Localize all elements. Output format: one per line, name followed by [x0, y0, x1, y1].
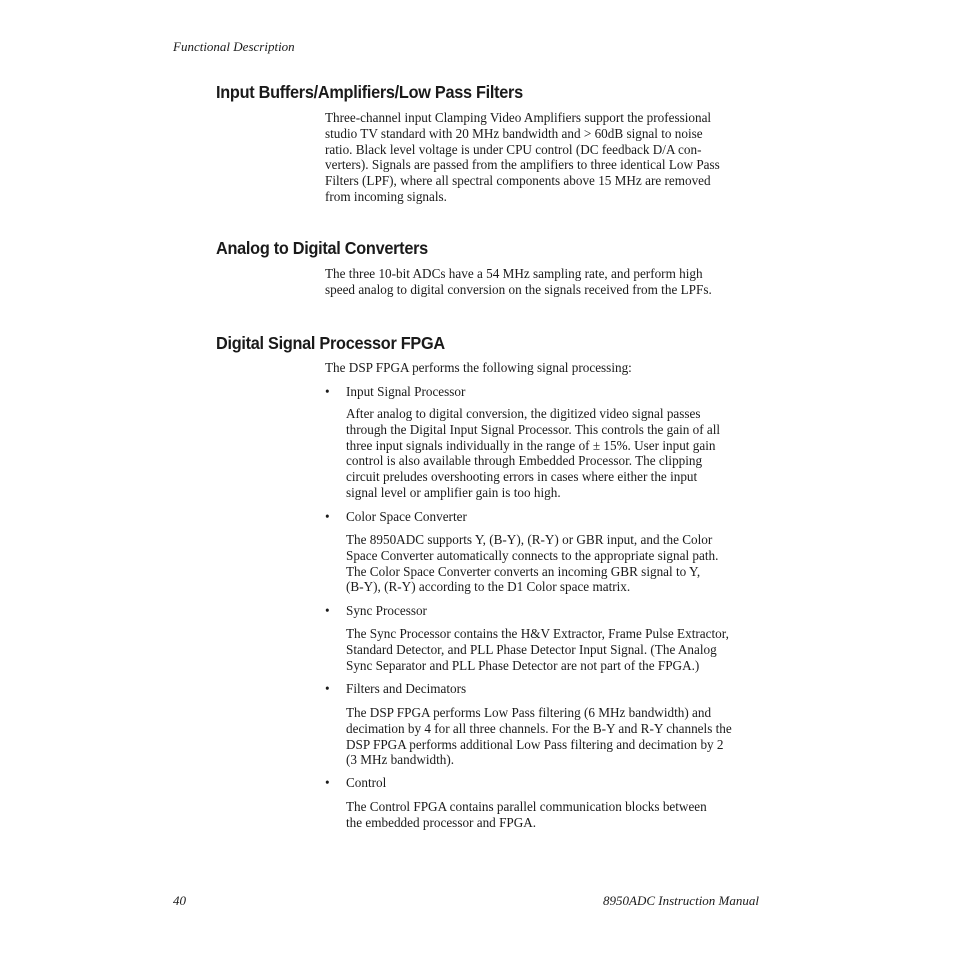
- text-line: The DSP FPGA performs the following signal processing:: [325, 360, 632, 375]
- text-line: The Color Space Converter converts an incoming GBR signal to Y,: [346, 563, 701, 579]
- bullet-description: [346, 406, 766, 501]
- manual-title: 8950ADC Instruction Manual: [603, 893, 759, 908]
- text-line: Three-channel input Clamping Video Amplifiers support the professional: [325, 110, 712, 125]
- bullet-item: [325, 603, 427, 619]
- text-line: The Sync Processor contains the H&V Extractor, Frame Pulse Extractor,: [346, 626, 729, 641]
- bullet-description: [346, 626, 766, 673]
- text-line: decimation by 4 for all three channels. For the B-Y and R-Y channels the: [346, 720, 732, 736]
- text-line: Filters (LPF), where all spectral components above 15 MHz are removed: [325, 173, 711, 189]
- bullet-label: Input Signal Processor: [346, 384, 466, 399]
- text-line: circuit preludes overshooting errors in cases where either the input: [346, 469, 698, 485]
- section-heading-adc: Analog to Digital Converters: [216, 238, 428, 258]
- text-line: (3 MHz bandwidth).: [346, 752, 455, 768]
- section-body-adc: [325, 266, 765, 298]
- text-line: After analog to digital conversion, the digitized video signal passes: [346, 406, 701, 421]
- text-line: speed analog to digital conversion on the signals received from the LPFs.: [325, 281, 712, 297]
- bullet-label: Control: [346, 775, 387, 790]
- bullet-item: [325, 384, 465, 400]
- section-heading-dsp-fpga: Digital Signal Processor FPGA: [216, 333, 445, 353]
- bullet-description: [346, 705, 766, 768]
- text-line: The 8950ADC supports Y, (B-Y), (R-Y) or GBR input, and the Color: [346, 532, 713, 547]
- text-line: three input signals individually in the range of ± 15%. User input gain: [346, 437, 716, 453]
- text-line: Space Converter automatically connects to the appropriate signal path.: [346, 547, 719, 563]
- bullet-icon: •: [325, 603, 330, 618]
- bullet-label: Sync Processor: [346, 603, 427, 618]
- text-line: The Control FPGA contains parallel communication blocks between: [346, 799, 707, 814]
- section-heading-input-buffers: Input Buffers/Amplifiers/Low Pass Filters: [216, 82, 523, 102]
- bullet-label: Filters and Decimators: [346, 681, 467, 696]
- text-line: control is also available through Embedded Processor. The clipping: [346, 453, 703, 469]
- text-line: The DSP FPGA performs Low Pass filtering (6 MHz bandwidth) and: [346, 705, 712, 720]
- text-line: through the Digital Input Signal Processor. This controls the gain of all: [346, 421, 721, 437]
- bullet-icon: •: [325, 681, 330, 696]
- bullet-item: [325, 509, 467, 525]
- bullet-label: Color Space Converter: [346, 509, 467, 524]
- text-line: ratio. Black level voltage is under CPU control (DC feedback D/A con-: [325, 141, 702, 157]
- bullet-description: [346, 532, 766, 595]
- section-intro-dsp-fpga: [325, 360, 765, 376]
- text-line: (B-Y), (R-Y) according to the D1 Color space matrix.: [346, 579, 631, 595]
- running-header: Functional Description: [173, 39, 295, 54]
- bullet-item: [325, 775, 386, 791]
- text-line: verters). Signals are passed from the amplifiers to three identical Low Pass: [325, 157, 720, 173]
- text-line: The three 10-bit ADCs have a 54 MHz sampling rate, and perform high: [325, 266, 703, 281]
- page-number: 40: [173, 893, 186, 908]
- bullet-icon: •: [325, 775, 330, 790]
- bullet-description: [346, 799, 766, 831]
- text-line: signal level or amplifier gain is too high.: [346, 484, 561, 500]
- text-line: DSP FPGA performs additional Low Pass filtering and decimation by 2: [346, 736, 724, 752]
- text-line: studio TV standard with 20 MHz bandwidth and > 60dB signal to noise: [325, 125, 703, 141]
- text-line: Standard Detector, and PLL Phase Detector Input Signal. (The Analog: [346, 641, 717, 657]
- bullet-icon: •: [325, 509, 330, 524]
- section-body-input-buffers: [325, 110, 765, 205]
- text-line: the embedded processor and FPGA.: [346, 814, 537, 830]
- text-line: from incoming signals.: [325, 188, 447, 204]
- bullet-icon: •: [325, 384, 330, 399]
- bullet-item: [325, 681, 466, 697]
- text-line: Sync Separator and PLL Phase Detector are not part of the FPGA.): [346, 657, 700, 673]
